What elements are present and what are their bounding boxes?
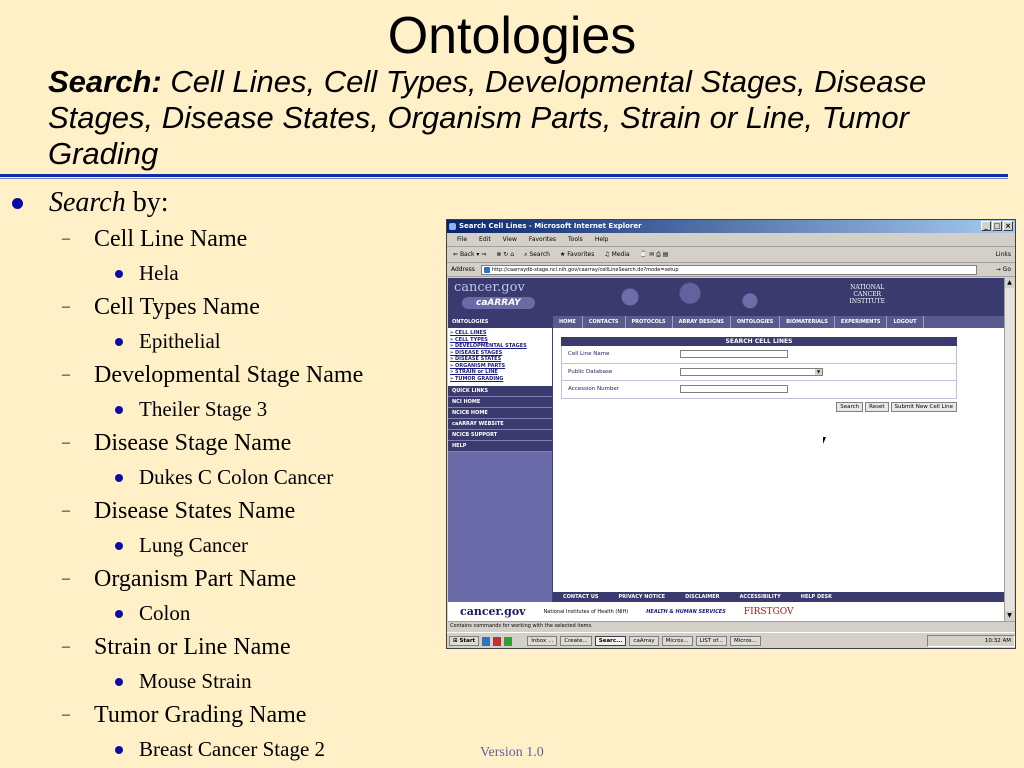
menu-tools[interactable]: Tools [568, 236, 583, 243]
bullet-list [0, 186, 440, 766]
task-create[interactable]: Create... [560, 636, 592, 646]
windows-taskbar [447, 632, 1016, 649]
window-titlebar [447, 220, 1015, 233]
example-bullet [0, 460, 440, 494]
maximize-button[interactable]: □ [993, 222, 1001, 230]
sub-bullet-label: Cell Line Name [94, 226, 248, 252]
address-url: http://caarraydb-stage.nci.nih.gov/caarray/cellLineSearch.do?mode=setup [491, 266, 679, 273]
window-controls [981, 221, 1013, 231]
link-disease-states[interactable]: » DISEASE STATES [450, 356, 502, 362]
page-viewport [448, 278, 1005, 621]
bullet-dot-icon [115, 542, 123, 550]
search-button[interactable]: ⌕ Search [524, 251, 550, 258]
cell-line-name-input[interactable] [680, 350, 788, 358]
form-header: SEARCH CELL LINES [561, 337, 957, 346]
system-tray [927, 635, 1015, 647]
quick-link-ncicb-home[interactable]: NCICB HOME [448, 408, 552, 419]
stop-refresh-home-icons[interactable]: ⊗ ↻ ⌂ [496, 251, 515, 258]
sub-bullet-label: Organism Part Name [94, 566, 297, 592]
menu-help[interactable]: Help [594, 236, 609, 243]
footer-contact-us[interactable]: CONTACT US [563, 594, 599, 600]
example-bullet [0, 256, 440, 290]
sub-bullet [0, 494, 440, 528]
main-bullet-em: Search [49, 187, 126, 218]
start-button[interactable]: ⊞ Start [449, 636, 479, 646]
example-label: Epithelial [139, 329, 221, 353]
form-row [561, 364, 957, 382]
submit-new-cell-line-button[interactable]: Submit New Cell Line [891, 402, 958, 412]
bullet-dot-icon [115, 678, 123, 686]
subtitle-text: Cell Lines, Cell Types, Developmental Stages, Disease Stages, Disease States, Organism Parts, Strain or Line, Tumor Grading [48, 64, 927, 171]
menu-favorites[interactable]: Favorites [528, 236, 557, 243]
site-banner [448, 278, 1005, 316]
example-label: Lung Cancer [139, 533, 249, 557]
link-tumor-grading[interactable]: » TUMOR GRADING [450, 375, 504, 382]
close-button[interactable]: × [1003, 221, 1013, 231]
accession-number-input[interactable] [680, 385, 788, 393]
example-bullet [0, 528, 440, 562]
menu-file[interactable]: File [457, 236, 468, 243]
reset-button[interactable]: Reset [865, 402, 888, 412]
version-label: Version 1.0 [480, 745, 544, 760]
nav-ontologies[interactable]: ONTOLOGIES [731, 316, 780, 328]
vertical-scrollbar[interactable] [1004, 278, 1014, 621]
ie-icon [449, 223, 456, 230]
nav-biomaterials[interactable]: BIOMATERIALS [780, 316, 835, 328]
nci-logo-line: NATIONAL [850, 284, 885, 291]
example-bullet [0, 392, 440, 426]
public-database-label: Public Database [568, 368, 613, 375]
task-list[interactable]: LIST of... [696, 636, 727, 646]
task-search[interactable]: Searc... [595, 636, 627, 646]
bullet-dot-icon [115, 610, 123, 618]
nci-logo-line: CANCER [853, 291, 882, 298]
sub-bullet [0, 290, 440, 324]
link-cell-types[interactable]: » CELL TYPES [450, 336, 488, 343]
nci-logo-line: INSTITUTE [849, 298, 885, 305]
link-label: DISEASE STAGES [454, 349, 503, 356]
link-label: STRAIN or LINE [454, 369, 498, 375]
sub-bullet-label: Developmental Stage Name [94, 362, 364, 388]
sub-bullet [0, 698, 440, 732]
bullet-dot-icon [115, 270, 123, 278]
example-label: Breast Cancer Stage 2 [139, 737, 326, 761]
form-row [561, 381, 957, 399]
address-input[interactable] [481, 265, 977, 275]
scroll-down-icon[interactable]: ▼ [1005, 611, 1014, 621]
slide-title: Ontologies [387, 7, 637, 65]
menu-view[interactable]: View [502, 236, 517, 243]
dash-icon: – [62, 502, 70, 519]
link-organism-parts[interactable]: » ORGANISM PARTS [450, 362, 506, 369]
quick-links-header: QUICK LINKS [448, 386, 552, 397]
caarray-logo[interactable]: caARRAY [462, 297, 535, 309]
example-label: Hela [139, 261, 179, 285]
nav-contacts[interactable]: CONTACTS [583, 316, 626, 328]
left-sidebar [448, 328, 553, 621]
footer-help-desk[interactable]: HELP DESK [800, 594, 832, 600]
dash-icon: – [62, 706, 70, 723]
example-label: Theiler Stage 3 [139, 397, 268, 421]
example-bullet [0, 732, 440, 766]
browser-screenshot [446, 219, 1016, 649]
footer-logos [448, 602, 1005, 621]
nav-array-designs[interactable]: ARRAY DESIGNS [673, 316, 731, 328]
footer-disclaimer[interactable]: DISCLAIMER [685, 594, 720, 600]
clock: 10:32 AM [984, 638, 1011, 644]
go-label: Go [1002, 266, 1011, 273]
nci-logo[interactable] [849, 284, 885, 305]
link-label: TUMOR GRADING [454, 375, 504, 382]
sub-bullet [0, 358, 440, 392]
example-label: Colon [139, 601, 191, 625]
cancer-gov-logo[interactable]: cancer.gov [454, 280, 525, 295]
start-label: Start [459, 638, 476, 644]
sub-bullet [0, 562, 440, 596]
dash-icon: – [62, 366, 70, 383]
molecule-graphic [558, 278, 798, 316]
ontology-links [448, 328, 552, 386]
minimize-button[interactable]: _ [981, 221, 991, 231]
link-label: CELL TYPES [454, 336, 488, 343]
menu-bar [447, 233, 1015, 247]
history-mail-print-icons[interactable]: ⌚ ✉ ⎙ ▤ [639, 251, 669, 258]
cell-line-name-label: Cell Line Name [568, 351, 610, 358]
footer-hhs-logo[interactable]: HEALTH & HUMAN SERVICES [646, 608, 726, 615]
browser-toolbar [447, 247, 1015, 263]
quick-link-help[interactable]: HELP [448, 441, 552, 452]
subtitle-lead: Search: [48, 64, 162, 99]
links-button[interactable]: Links [995, 251, 1011, 258]
quick-link-ncicb-support[interactable]: NCICB SUPPORT [448, 430, 552, 441]
form-row [561, 346, 957, 364]
link-disease-stages[interactable]: » DISEASE STAGES [450, 349, 503, 356]
sub-bullet-label: Strain or Line Name [94, 634, 291, 660]
link-cell-lines[interactable]: » CELL LINES [450, 330, 487, 336]
status-bar: Contains commands for working with the selected items. [448, 621, 1015, 630]
example-bullet [0, 664, 440, 698]
link-strain-or-line[interactable]: » STRAIN or LINE [450, 369, 498, 375]
footer-nih-logo[interactable]: National Institutes of Health (NIH) [543, 608, 629, 615]
nav-protocols[interactable]: PROTOCOLS [626, 316, 673, 328]
link-developmental-stages[interactable]: » DEVELOPMENTAL STAGES [450, 343, 527, 349]
dash-icon: – [62, 570, 70, 587]
menu-edit[interactable]: Edit [479, 236, 491, 243]
form-buttons [561, 402, 957, 412]
footer-accessibility[interactable]: ACCESSIBILITY [739, 594, 781, 600]
link-label: DEVELOPMENTAL STAGES [454, 343, 527, 349]
footer-privacy-notice[interactable]: PRIVACY NOTICE [618, 594, 666, 600]
quick-launch-icons[interactable] [482, 637, 524, 646]
favorites-button[interactable]: ★ Favorites [559, 251, 595, 258]
sub-bullet-label: Tumor Grading Name [94, 702, 307, 728]
site-navbar [448, 316, 1005, 328]
back-button[interactable]: ⇐ Back ▾ ⇒ [453, 251, 487, 258]
search-label: Search [529, 251, 550, 258]
public-database-select[interactable] [680, 368, 823, 376]
address-bar [447, 263, 1015, 277]
bullet-dot-icon [12, 198, 23, 209]
dash-icon: – [62, 230, 70, 247]
media-label: Media [611, 251, 630, 258]
bullet-dot-icon [115, 338, 123, 346]
window-title: Search Cell Lines - Microsoft Internet Explorer [459, 222, 642, 230]
task-micros-1[interactable]: Micros... [662, 636, 693, 646]
main-bullet-text: by: [125, 187, 169, 218]
sub-bullet [0, 630, 440, 664]
title-divider [0, 174, 1008, 179]
nav-experiments[interactable]: EXPERIMENTS [835, 316, 888, 328]
address-label: Address [451, 265, 475, 273]
footer-firstgov-logo[interactable]: FIRSTGOV [743, 606, 794, 617]
accession-number-label: Accession Number [568, 386, 620, 393]
dash-icon: – [62, 298, 70, 315]
quick-link-nci-home[interactable]: NCI HOME [448, 397, 552, 408]
slide-subtitle [48, 64, 988, 172]
nav-logout[interactable]: LOGOUT [887, 316, 923, 328]
main-bullet [0, 186, 440, 222]
favorites-label: Favorites [567, 251, 595, 258]
bullet-dot-icon [115, 474, 123, 482]
chevron-down-icon: ▼ [816, 368, 821, 374]
search-submit-button[interactable]: Search [836, 402, 863, 412]
task-micros-2[interactable]: Micros... [730, 636, 761, 646]
scroll-up-icon[interactable]: ▲ [1005, 278, 1014, 288]
search-cell-lines-form [561, 337, 957, 412]
example-label: Mouse Strain [139, 669, 252, 693]
example-bullet [0, 324, 440, 358]
example-label: Dukes C Colon Cancer [139, 465, 334, 489]
bullet-dot-icon [115, 406, 123, 414]
sub-bullet-label: Cell Types Name [94, 294, 260, 320]
link-label: CELL LINES [454, 330, 487, 336]
link-label: ORGANISM PARTS [454, 362, 506, 369]
link-label: DISEASE STATES [454, 356, 502, 362]
media-button[interactable]: ♫ Media [604, 251, 630, 258]
top-nav [553, 316, 1005, 328]
mouse-cursor-icon [823, 437, 826, 444]
example-bullet [0, 596, 440, 630]
footer-nav [553, 592, 1005, 602]
back-label: Back [459, 251, 475, 258]
left-nav-header: ONTOLOGIES [448, 316, 553, 328]
footer-cancer-gov-logo[interactable]: cancer.gov [460, 605, 526, 618]
sub-bullet [0, 426, 440, 460]
sub-bullet-label: Disease States Name [94, 498, 296, 524]
dash-icon: – [62, 638, 70, 655]
go-button[interactable]: → Go [995, 266, 1011, 273]
nav-home[interactable]: HOME [553, 316, 583, 328]
dash-icon: – [62, 434, 70, 451]
bullet-dot-icon [115, 746, 123, 754]
sub-bullet-label: Disease Stage Name [94, 430, 292, 456]
page-icon [484, 267, 490, 273]
sub-bullet [0, 222, 440, 256]
task-inbox[interactable]: Inbox ... [527, 636, 557, 646]
quick-link-caarray-website[interactable]: caARRAY WEBSITE [448, 419, 552, 430]
task-caarray[interactable]: caArray [629, 636, 658, 646]
